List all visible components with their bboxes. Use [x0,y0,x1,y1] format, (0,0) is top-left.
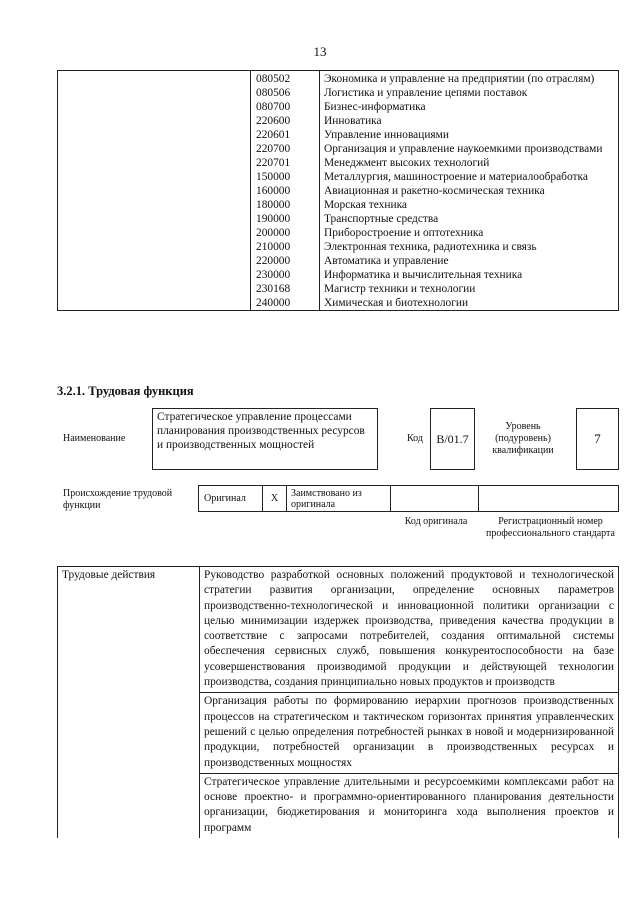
specialty-name: Авиационная и ракетно-космическая техника [320,184,619,198]
original-label: Оригинал [199,486,263,511]
specialty-code: 210000 [251,240,320,254]
empty-cell [58,128,251,142]
labor-actions-table [57,566,619,838]
function-name-field: Стратегическое управление процессами планирования производственных ресурсов и производственных мощностей [152,408,378,470]
specialty-name: Морская техника [320,198,619,212]
specialty-name: Инноватика [320,114,619,128]
origin-label: Происхождение трудовой функции [63,488,173,511]
specialty-row [58,268,619,282]
empty-cell [58,86,251,100]
level-label: Уровень (подуровень) квалификации [492,421,554,456]
name-label: Наименование [63,433,126,444]
empty-cell [58,71,251,87]
specialty-row [58,170,619,184]
specialty-name: Металлургия, машиностроение и материалообработка [320,170,619,184]
specialty-code: 200000 [251,226,320,240]
specialty-row [58,142,619,156]
empty-cell [58,254,251,268]
specialty-code: 080700 [251,100,320,114]
empty-cell [58,226,251,240]
specialty-name: Электронная техника, радиотехника и связь [320,240,619,254]
qualification-level-field: 7 [576,408,619,470]
empty-cell [58,198,251,212]
specialty-name: Информатика и вычислительная техника [320,268,619,282]
specialty-name: Управление инновациями [320,128,619,142]
code-original-caption: Код оригинала [404,516,468,527]
empty-cell [58,296,251,311]
specialty-row [58,296,619,311]
specialty-row [58,254,619,268]
specialty-row [58,184,619,198]
specialty-name: Транспортные средства [320,212,619,226]
section-heading: 3.2.1. Трудовая функция [57,384,194,398]
function-code-field: B/01.7 [430,408,475,470]
labor-actions-label: Трудовые действия [58,567,200,839]
specialty-row [58,156,619,170]
specialty-code: 220601 [251,128,320,142]
empty-cell [58,184,251,198]
empty-cell [58,170,251,184]
specialty-code: 230168 [251,282,320,296]
labor-action-item: Стратегическое управление длительными и ресурсоемкими комплексами работ на основе проектно- и программно-ориентированного планирования деятельности организации, бюджетирования и мониторинга хода выполнения проектов и программ [200,773,619,838]
specialty-row [58,71,619,87]
specialty-row [58,100,619,114]
origin-row [198,485,619,512]
specialty-name: Автоматика и управление [320,254,619,268]
specialty-code: 220700 [251,142,320,156]
specialty-row [58,240,619,254]
specialty-code: 160000 [251,184,320,198]
specialty-code: 220000 [251,254,320,268]
specialty-code: 230000 [251,268,320,282]
empty-cell [58,142,251,156]
specialty-code: 080506 [251,86,320,100]
empty-cell [58,212,251,226]
specialty-code: 220600 [251,114,320,128]
page-number: 13 [313,44,327,59]
specialty-row [58,226,619,240]
specialty-name: Химическая и биотехнологии [320,296,619,311]
specialty-row [58,128,619,142]
specialty-row [58,86,619,100]
specialty-name: Менеджмент высоких технологий [320,156,619,170]
specialty-name: Приборостроение и оптотехника [320,226,619,240]
specialty-code: 180000 [251,198,320,212]
specialty-code: 240000 [251,296,320,311]
labor-action-item: Организация работы по формированию иерархии прогнозов производственных процессов на стратегическом и тактическом горизонтах принятия управленческих решений с целью определения потребностей рынках в новой и модернизированной продукции, потребностей организации в производственных ресурсах и производственных мощностях [200,693,619,773]
empty-cell [58,100,251,114]
specialty-name: Организация и управление наукоемкими производствами [320,142,619,156]
original-mark: X [263,486,287,511]
specialty-row [58,114,619,128]
empty-cell [58,282,251,296]
empty-cell [58,156,251,170]
specialty-row [58,212,619,226]
specialty-code: 080502 [251,71,320,87]
borrowed-label: Заимствовано из оригинала [287,486,391,511]
specialty-name: Экономика и управление на предприятии (по отраслям) [320,71,619,87]
specialty-name: Магистр техники и технологии [320,282,619,296]
specialty-row [58,198,619,212]
empty-cell [58,240,251,254]
specialty-name: Бизнес-информатика [320,100,619,114]
specialty-name: Логистика и управление цепями поставок [320,86,619,100]
specialty-code: 150000 [251,170,320,184]
specialty-row [58,282,619,296]
reg-number-cell [479,486,618,511]
reg-number-caption: Регистрационный номер профессионального стандарта [486,516,615,539]
specialty-code: 220701 [251,156,320,170]
code-label: Код [407,433,423,444]
specialty-code: 190000 [251,212,320,226]
specialties-table [57,70,619,311]
empty-cell [58,114,251,128]
empty-cell [58,268,251,282]
original-code-cell [391,486,479,511]
labor-action-item: Руководство разработкой основных положений продуктовой и технологической стратегии развития организации, определение основных параметров производственно-технологической и инновационной политики организации с целью минимизации издержек производства, приведения качества продукции в соответствие с запросами потребителей, создания оптимальной системы обеспечения сервисных служб, повышения конкурентоспособности на базе усовершенствования производимой продукции и действующей технологии производства, создания принципиально новых продуктов и производств [200,567,619,693]
